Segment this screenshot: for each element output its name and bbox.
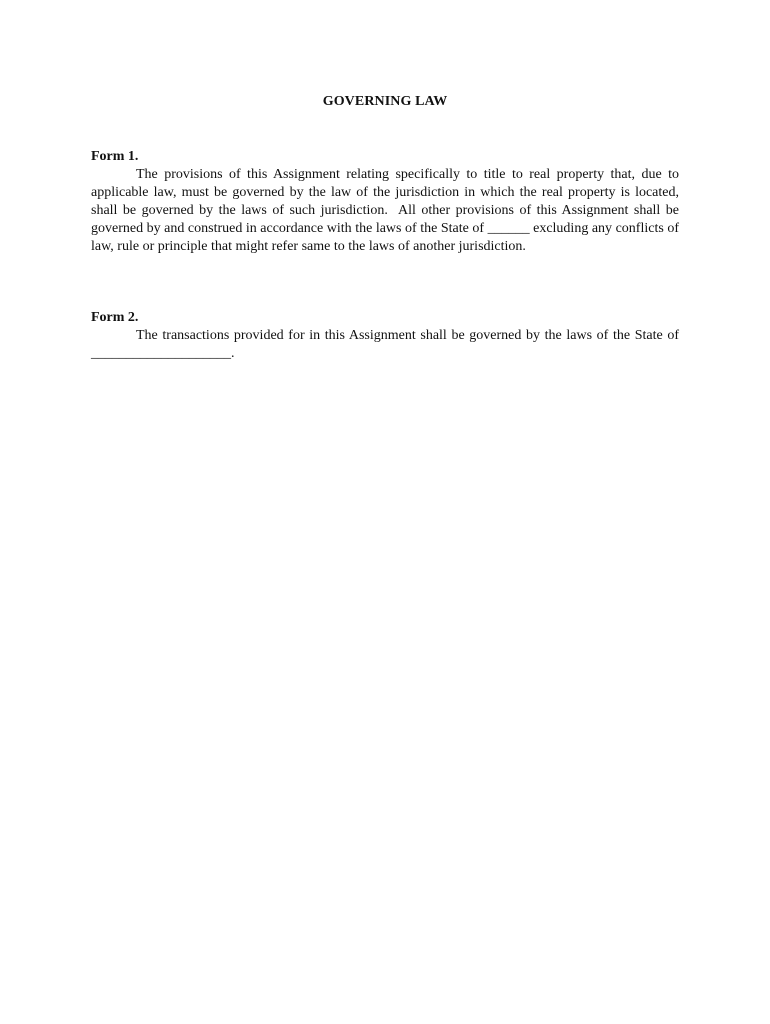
form-2-section [91,309,683,363]
form-2-heading: Form 2. [91,310,139,325]
form-2-body: The transactions provided for in this Assignment shall be governed by the laws of the State of ____________________. [91,328,683,361]
form-1-section [91,148,683,256]
form-1-body: The provisions of this Assignment relating specifically to title to real property that, due to applicable law, must be governed by the law of the jurisdiction in which the real property is located, shall be governed by the laws of such jurisdiction. All other provisions of this Assignment shall be governed by and construed in accordance with the laws of the State of ______ excluding any conflicts of law, rule or principle that might refer same to the laws of another jurisdiction. [91,167,683,254]
form-1-heading: Form 1. [91,149,139,164]
document-title: GOVERNING LAW [322,94,448,109]
